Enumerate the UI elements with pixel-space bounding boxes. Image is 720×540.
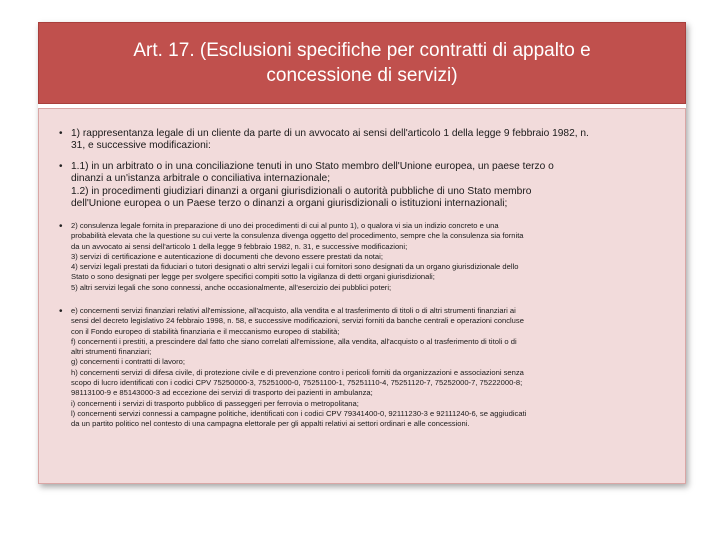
text-line: 1) rappresentanza legale di un cliente da parte di un avvocato ai sensi dell'articolo 1 della legge 9 febbraio 1982, n. — [71, 128, 589, 139]
text-line: probabilità elevata che la questione su cui verte la consulenza divenga oggetto del procedimento, sempre che la consulenza sia fornita — [71, 231, 524, 241]
text-line: 4) servizi legali prestati da fiduciari o tutori designati o altri servizi legali i cui fornitori sono designati da un organo giurisdizionale dello — [71, 262, 519, 272]
text-line: altri strumenti finanziari; — [71, 347, 152, 357]
text-line: da un partito politico nel contesto di una campagna elettorale per gli appalti relativi ai settori ordinari e alle concessioni. — [71, 419, 470, 429]
text-line: i) concernenti i servizi di trasporto pubblico di passeggeri per ferrovia o metropolitana; — [71, 398, 359, 408]
list-item-3 — [39, 221, 685, 293]
text-line: sensi del decreto legislativo 24 febbraio 1998, n. 58, e successive modificazioni, servizi forniti da banche centrali e operazioni concluse — [71, 316, 524, 326]
text-line: l) concernenti servizi connessi a campagne politiche, identificati con i codici CPV 79341400-0, 92111230-3 e 92111240-6, se aggiudicati — [71, 408, 527, 418]
bullet-icon: • — [59, 306, 63, 317]
text-line: dell'Unione europea o un Paese terzo o dinanzi a organi giurisdizionali o istituzioni internazionali; — [71, 198, 508, 210]
list-item-text — [71, 306, 675, 430]
list-item-text — [71, 128, 675, 153]
list-item-4 — [39, 306, 685, 430]
title-box — [38, 22, 686, 104]
list-item-1 — [39, 128, 685, 153]
bullet-icon: • — [59, 128, 63, 139]
text-line: scopo di lucro identificati con i codici CPV 75250000-3, 75251000-0, 75251100-1, 75251110-4, 75251120-7, 75252000-7, 75222000-8; — [71, 378, 523, 388]
list-item-text — [71, 161, 675, 211]
text-line: da un avvocato ai sensi dell'articolo 1 della legge 9 febbraio 1982, n. 31, e successive modificazioni; — [71, 241, 408, 251]
bullet-icon: • — [59, 161, 63, 172]
text-line: Stato o sono designati per legge per svolgere specifici compiti sotto la vigilanza di detti organi giurisdizionali; — [71, 272, 435, 282]
bullet-icon: • — [59, 221, 63, 232]
text-line: 5) altri servizi legali che sono connessi, anche occasionalmente, all'esercizio dei pubblici poteri; — [71, 282, 392, 292]
text-line: 2) consulenza legale fornita in preparazione di uno dei procedimenti di cui al punto 1), o qualora vi sia un indizio concreto e una — [71, 221, 499, 230]
text-line: 1.1) in un arbitrato o in una conciliazione tenuti in uno Stato membro dell'Unione europea, un paese terzo o — [71, 161, 554, 172]
title-line-1: Art. 17. (Esclusioni specifiche per contratti di appalto e — [133, 40, 591, 61]
slide-title — [93, 38, 630, 88]
list-item-text — [71, 221, 675, 293]
text-line: 3) servizi di certificazione e autenticazione di documenti che devono essere prestati da notai; — [71, 251, 383, 261]
text-line: dinanzi a un'istanza arbitrale o conciliativa internazionale; — [71, 173, 331, 185]
list-item-2 — [39, 161, 685, 211]
text-line: con il Fondo europeo di stabilità finanziaria e il meccanismo europeo di stabilità; — [71, 326, 340, 336]
content-box — [38, 108, 686, 484]
text-line: 98113100-9 e 85143000-3 ad eccezione dei servizi di trasporto dei pazienti in ambulanza; — [71, 388, 373, 398]
title-line-2: concessione di servizi) — [266, 65, 458, 86]
text-line: e) concernenti servizi finanziari relativi all'emissione, all'acquisto, alla vendita e al trasferimento di titoli o di altri strumenti finanziari ai — [71, 306, 516, 315]
text-line: 31, e successive modificazioni: — [71, 140, 211, 152]
text-line: g) concernenti i contratti di lavoro; — [71, 357, 185, 367]
text-line: 1.2) in procedimenti giudiziari dinanzi a organi giurisdizionali o autorità pubbliche di uno Stato membro — [71, 185, 532, 197]
text-line: h) concernenti servizi di difesa civile, di protezione civile e di prevenzione contro i pericoli forniti da organizzazioni e associazioni senza — [71, 367, 524, 377]
text-line: f) concernenti i prestiti, a prescindere dal fatto che siano correlati all'emissione, alla vendita, all'acquisto o al trasferimento di titoli o di — [71, 336, 517, 346]
